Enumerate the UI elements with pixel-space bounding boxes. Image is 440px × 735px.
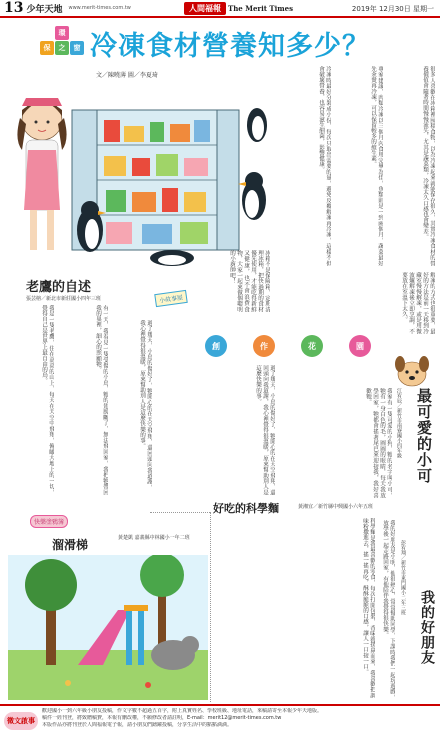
cute-byline: 江宥辰／新竹市南寮國小四年級 xyxy=(396,388,402,458)
story-tab: 小故事屋 xyxy=(154,290,188,307)
page-header xyxy=(0,0,440,18)
footer-line: 歡迎國小一到六年級小朋友投稿，作文字數不超過五百字，附上真實姓名、學校班級、地址電話，來稿請寄至本報少年天地版。 xyxy=(42,708,323,714)
issue-date: 2019年 12月30日 星期一 xyxy=(351,5,434,13)
footer xyxy=(0,704,440,735)
friend-title: 我的好朋友 xyxy=(419,590,435,665)
section-name: 少年天地 xyxy=(26,4,63,15)
main-article-col: 專家建議，肉類冷凍以三個月內食用完畢為佳，魚類則是一到兩個月，蔬菜最好先汆燙再冷凍，可以保留較多的維生素。 xyxy=(370,66,383,266)
footer-line[interactable]: 稿件一經刊登，將致贈稿費，本報有刪改權，不願修改者請註明，E-mail：merit12@merit-times.com.tw xyxy=(42,715,282,721)
science-text: 科學麵是我最喜歡的零食，每次打開包裝，香味就撲鼻而來，我喜歡把調味粉撒進去，搖一搖再吃，酥酥脆脆的口感，讓人一口接一口。 xyxy=(362,518,375,698)
main-article-col: 冷凍時最好分裝成小份，每次只取出需要的量，避免反覆解凍再冷凍，這樣不但會破壞營養，也容易滋生細菌，影響健康。 xyxy=(318,66,331,266)
page-title: 冷凍食材營養知多少？ xyxy=(90,31,370,62)
drawing-tab: 快樂塗鴉簿 xyxy=(30,515,68,528)
dog-illustration xyxy=(392,352,432,388)
creation-circle: 園 xyxy=(349,335,371,357)
girl-figure xyxy=(17,98,66,250)
eagle-title: 老鷹的自述 xyxy=(26,280,92,295)
creation-circle: 花 xyxy=(301,335,323,357)
creation-circle: 作 xyxy=(253,335,275,357)
badge-char: 保 xyxy=(40,41,54,55)
story-col: 過了幾天，小鳥的傷好了，牠開心的在天空飛翔，還回頭向我道謝，我心裡覺得很溫暖，原來幫助別人是這麼快樂的事。 xyxy=(255,365,275,495)
science-byline: 黃湘宜／新竹縣中興國小六年五班 xyxy=(298,504,374,510)
footer-line: 本版作品亦將刊登於人間福報電子報，請小朋友們踴躍投稿，分享生活中的點點滴滴。 xyxy=(42,722,233,728)
divider xyxy=(150,512,210,513)
column-badge xyxy=(40,26,84,62)
creation-circle: 創 xyxy=(205,335,227,357)
brand-english: The Merit Times xyxy=(228,4,294,13)
slide-title: 溜滑梯 xyxy=(52,538,89,552)
slide-byline: 黃楚凱 嘉義縣中林國小一年二班 xyxy=(118,535,190,541)
eagle-byline: 張芸榕／新北市新莊國小四年三班 xyxy=(26,296,102,302)
badge-char: 窗 xyxy=(70,41,84,55)
friend-text: 我的好朋友是小明，他很熱心，常常幫助同學，下課時我們一起玩遊戲，放學後一起走路回家，有他陪伴我覺得很快樂。 xyxy=(382,520,395,700)
main-article-col: 解凍的方式也很重要，最好的方法是前一天移到冷藏室慢慢解凍，或是用微波爐解凍後立即烹調，不要放在室溫下太久。 xyxy=(401,272,435,334)
eagle-col: 我是一隻老鷹，住在高高的山上，每天在天空中飛翔，俯瞰大地上的一切，覺得自己是世界上最自由的鳥。 xyxy=(41,305,54,495)
science-title: 好吃的科學麵 xyxy=(213,502,279,515)
badge-char: 之 xyxy=(55,41,69,55)
page-number: 13 xyxy=(4,0,24,16)
main-article-col: 冰箱不是保險箱，定期清理冰箱，把快過期的食材優先使用，才能吃得新鮮又健康，也不會浪費食物，大家一起來做個聰明的小廚師吧！ xyxy=(229,250,270,312)
cute-title: 最可愛的小可 xyxy=(415,388,433,484)
main-article-col: 很多人喜歡在冰箱裡囤積食物，以為冷凍起來就能保存很久，其實冷凍食材的營養價值會隨著時間慢慢流失，尤其是蔬菜類，冷凍太久口感也會變差。 xyxy=(422,66,435,266)
divider xyxy=(210,512,211,702)
header-url[interactable]: www.merit-times.com.tw xyxy=(68,5,131,11)
cute-text: 我家有一隻可愛的小狗，牠的名字叫小可，牠有一身白色的毛，圓圓的眼睛，每天我放學回家，牠都會搖著尾巴來迎接我，我好喜歡牠。 xyxy=(365,388,392,498)
submission-badge: 徵文啟事 xyxy=(4,712,38,730)
eagle-col: 有一天，我看見一隻受傷的小鳥，牠的翅膀斷了，無法飛回家，我把牠帶回我的巢裡，細心的照顧牠。 xyxy=(95,305,108,495)
brand-logo: 人間福報 xyxy=(184,2,226,15)
friend-byline: 彭宥翔／新竹市東門國小二年三班 xyxy=(400,540,406,615)
badge-char: 環 xyxy=(55,26,69,40)
article-credit: 文／陳曉薄 圖／李夏琦 xyxy=(96,72,158,79)
eagle-col: 過了幾天，小鳥的傷好了，牠開心的在天空飛翔，還回頭向我道謝，我心裡覺得很溫暖，原來幫助別人是這麼快樂的事。 xyxy=(139,320,152,490)
fridge-illustration xyxy=(2,80,270,270)
slide-drawing xyxy=(8,555,208,700)
